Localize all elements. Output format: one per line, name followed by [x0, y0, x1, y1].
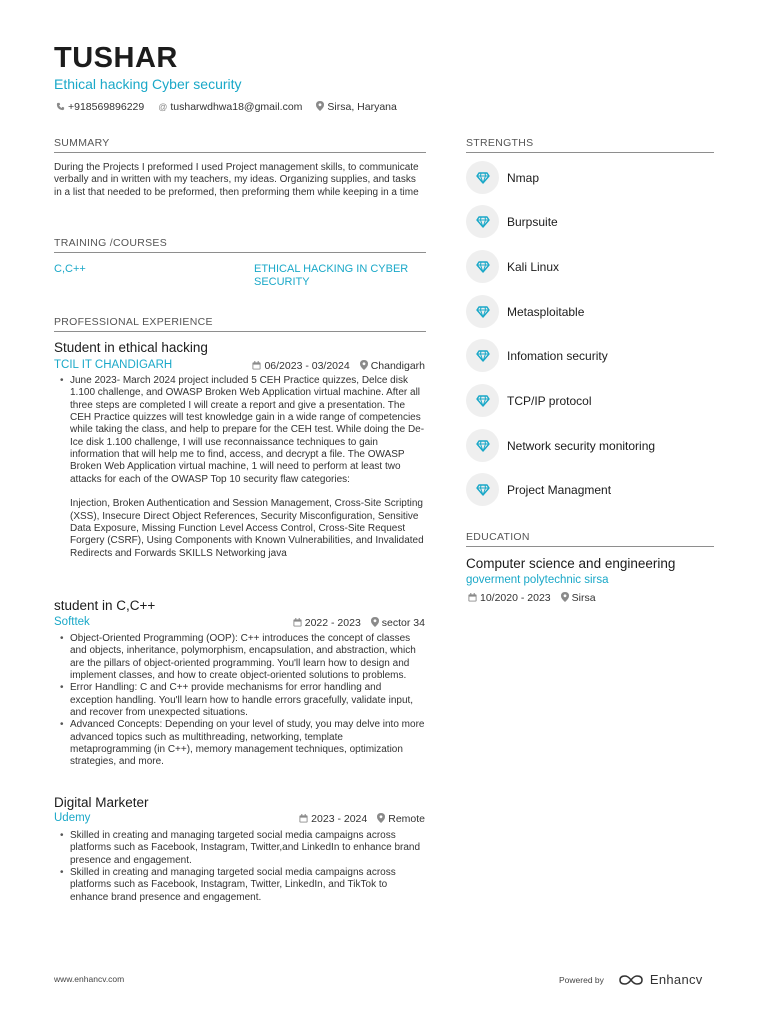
footer-website[interactable]: www.enhancv.com: [54, 974, 125, 984]
strength-label: TCP/IP protocol: [507, 393, 592, 408]
job-dates-text: 2023 - 2024: [311, 813, 368, 825]
education-dates-text: 10/2020 - 2023: [480, 592, 551, 604]
bullet-item: • Skilled in creating and managing targeted social media campaigns across platforms such as Facebook, Instagram, Twitter,and LinkedIn to enhance brand presence and engagement.: [58, 830, 426, 867]
job-meta: [242, 360, 425, 372]
summary-heading: SUMMARY: [54, 137, 426, 153]
diamond-icon: [466, 161, 499, 194]
calendar-icon: [299, 814, 308, 825]
location-pin-icon: [371, 617, 379, 629]
bullet-item: • Error Handling: C and C++ provide mechanisms for error handling and exception handling. You'll learn how to handle errors gracefully, validate input, and recover from unexpected situations.: [58, 682, 426, 719]
bullet-item: • Advanced Concepts: Depending on your level of study, you may delve into more advanced topics such as multithreading, networking, template metaprogramming (in C++), memory management techniques, optimization strategies, and more.: [58, 719, 426, 768]
bullet-item: • Object-Oriented Programming (OOP): C++ introduces the concept of classes and objects, inheritance, polymorphism, encapsulation, and abstraction, which are the pillars of object-oriented programming. You'll learn how to design and implement classes, and how to create object-oriented solutions to problems.: [58, 633, 426, 682]
contact-phone[interactable]: [56, 101, 144, 113]
education-meta: [468, 592, 606, 604]
diamond-icon: [466, 295, 499, 328]
training-heading: TRAINING /COURSES: [54, 237, 426, 253]
strength-label: Metasploitable: [507, 304, 585, 319]
diamond-icon: [466, 205, 499, 238]
calendar-icon: [252, 361, 261, 372]
job-company: Udemy: [54, 812, 91, 824]
location-pin-icon: [360, 360, 368, 372]
job-dates: [299, 813, 367, 825]
strength-label: Infomation security: [507, 348, 608, 363]
powered-by-text: Powered by: [559, 974, 604, 985]
location-pin-icon: [377, 813, 385, 825]
job-bullets: [58, 375, 426, 560]
strength-label: Burpsuite: [507, 214, 558, 229]
job-location: [371, 617, 425, 629]
education-school: goverment polytechnic sirsa: [466, 574, 609, 586]
strength-label: Nmap: [507, 170, 540, 185]
education-location-text: Sirsa: [571, 592, 596, 604]
job-title: student in C,C++: [54, 598, 156, 613]
experience-heading: PROFESSIONAL EXPERIENCE: [54, 316, 426, 332]
education-heading: EDUCATION: [466, 531, 714, 547]
education-dates: [468, 592, 551, 604]
job-company: TCIL IT CHANDIGARH: [54, 359, 173, 371]
education-degree: Computer science and engineering: [466, 556, 676, 571]
job-location-text: Remote: [388, 813, 425, 825]
strength-item: [466, 339, 608, 372]
phone-text: +918569896229: [68, 101, 145, 113]
job-location-text: sector 34: [381, 617, 425, 629]
strengths-heading: STRENGTHS: [466, 137, 714, 153]
diamond-icon: [466, 339, 499, 372]
location-pin-icon: [561, 592, 569, 604]
job-dates: [293, 617, 361, 629]
job-meta: [289, 813, 425, 825]
strength-item: [466, 429, 655, 462]
contact-email[interactable]: [158, 101, 302, 113]
strength-item: [466, 473, 611, 506]
job-meta: [283, 617, 425, 629]
strength-label: Network security monitoring: [507, 438, 656, 453]
enhancv-logo-icon: [618, 974, 644, 986]
job-bullets: [58, 830, 426, 904]
footer-branding[interactable]: [559, 972, 703, 987]
job-title: Student in ethical hacking: [54, 340, 208, 355]
job-location: [360, 360, 425, 372]
job-bullets: [58, 633, 426, 769]
job-dates-text: 2022 - 2023: [304, 617, 361, 629]
candidate-title: Ethical hacking Cyber security: [54, 76, 242, 92]
diamond-icon: [466, 429, 499, 462]
strength-label: Kali Linux: [507, 259, 560, 274]
contact-location: [316, 101, 396, 113]
email-text: tusharwdhwa18@gmail.com: [170, 101, 303, 113]
summary-text: During the Projects I preformed I used Project management skills, to communicate verbally and in written with my teachers, my ideas. Organizing supplies, and tasks in a list that needed to be preformed, then preforming them while keeping in a time: [54, 162, 419, 198]
strength-item: [466, 250, 559, 283]
calendar-icon: [468, 593, 477, 604]
strength-label: Project Managment: [507, 482, 612, 497]
training-item: C,C++: [54, 263, 86, 275]
location-pin-icon: [316, 101, 324, 113]
training-item: ETHICAL HACKING IN CYBER SECURITY: [254, 263, 409, 288]
job-dates: [252, 360, 349, 372]
job-location: [377, 813, 425, 825]
at-icon: @: [158, 101, 168, 112]
phone-icon: [56, 102, 65, 113]
calendar-icon: [293, 618, 302, 629]
diamond-icon: [466, 473, 499, 506]
strength-item: [466, 295, 584, 328]
strength-item: [466, 384, 591, 417]
bullet-item: • Skilled in creating and managing targeted social media campaigns across platforms such as Facebook, Instagram, Twitter, LinkedIn, and TikTok to enhance brand presence and engagement.: [58, 867, 426, 904]
strength-item: [466, 205, 558, 238]
job-location-text: Chandigarh: [370, 360, 425, 372]
job-company: Softtek: [54, 616, 90, 628]
candidate-name: TUSHAR: [54, 42, 178, 74]
brand-name: Enhancv: [649, 972, 703, 987]
job-title: Digital Marketer: [54, 795, 149, 810]
diamond-icon: [466, 384, 499, 417]
bullet-item: • June 2023- March 2024 project included 5 CEH Practice quizzes, Delce disk 1.100 challenge, and OWASP Broken Web Application virtual machine. After all three steps are completed I will create a report and give a presentation. The CEH Practice quizzes will test knowledge gain in a wide range of competencies while taking the class, and help to prepare for the CEH test. While doing the De-Ice disk 1.100 challenge, I will use reconnaissance techniques to gain information that will help me to find, access, and decrypt a file. The OWASP Broken Web Application virtual machine, 1 will need to perform at least two attacks for each of the OWASP Top 10 security flaw categories: Injection, Broken Authentication and Session Management, Cross-Site Scripting (XSS), Insecure Direct Object References, Security Misconfiguration, Sensitive Data Exposure, Missing Function Level Access Control, Cross-Site Request Forgery (CSRF), Using Components with Known Vulnerabilities, and Invalidated Redirects and Forwards SKILLS Networking java: [58, 375, 426, 560]
strength-item: [466, 161, 539, 194]
location-text: Sirsa, Haryana: [327, 101, 397, 113]
job-dates-text: 06/2023 - 03/2024: [264, 360, 350, 372]
contact-row: [56, 101, 411, 113]
education-location: [561, 592, 596, 604]
diamond-icon: [466, 250, 499, 283]
